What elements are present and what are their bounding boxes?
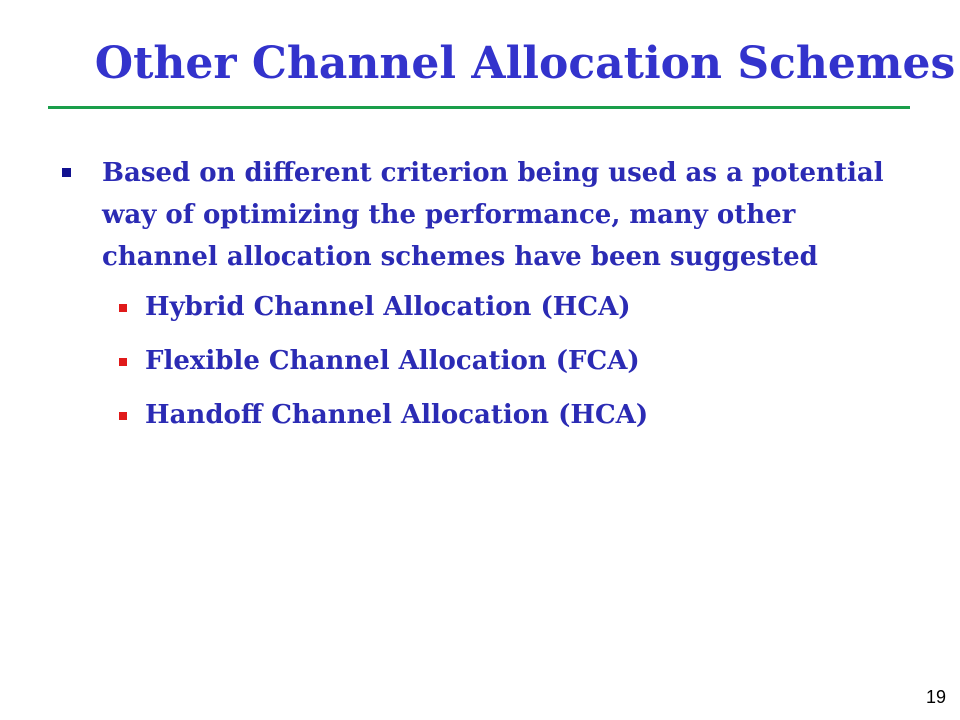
sub-bullet-text: Hybrid Channel Allocation (HCA)	[145, 292, 631, 322]
bullet-text: Based on different criterion being used as a potential way of optimizing the performance, many other channel allocation schemes have been suggested	[102, 158, 884, 272]
square-bullet-icon	[119, 412, 127, 420]
sub-bullet-text: Flexible Channel Allocation (FCA)	[145, 346, 640, 376]
page-number: 19	[925, 687, 946, 707]
sub-bullet-item	[102, 400, 892, 430]
slide-title: Other Channel Allocation Schemes	[94, 38, 956, 89]
square-bullet-icon	[119, 304, 127, 312]
bullet-item	[62, 152, 892, 278]
bullet-list	[62, 152, 892, 454]
sub-bullet-item	[102, 292, 892, 322]
sub-bullet-text: Handoff Channel Allocation (HCA)	[145, 400, 649, 430]
square-bullet-icon	[119, 358, 127, 366]
title-divider	[48, 106, 910, 109]
sub-bullet-list	[62, 292, 892, 430]
square-bullet-icon	[62, 168, 71, 177]
sub-bullet-item	[102, 346, 892, 376]
